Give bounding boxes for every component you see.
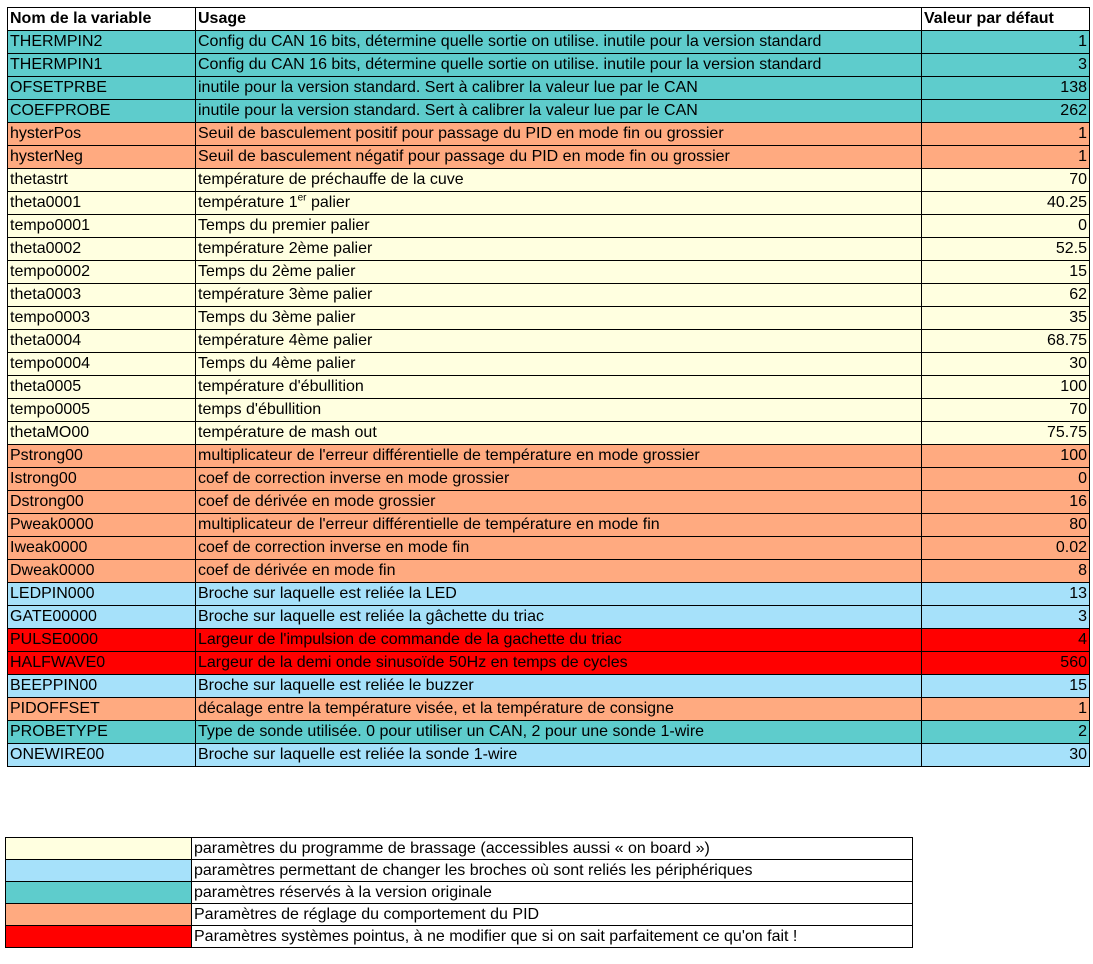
usage-cell: Broche sur laquelle est reliée la LED [196,583,922,606]
variable-name-cell: theta0005 [8,376,196,399]
table-row [8,238,1090,261]
usage-cell [196,192,922,215]
table-row [8,537,1090,560]
legend-label: paramètres du programme de brassage (accessibles aussi « on board ») [192,838,913,860]
table-row [8,744,1090,767]
default-value-cell: 15 [922,675,1090,698]
default-value-cell: 8 [922,560,1090,583]
table-row [8,606,1090,629]
variable-name-cell: hysterNeg [8,146,196,169]
usage-cell: Seuil de basculement positif pour passage du PID en mode fin ou grossier [196,123,922,146]
usage-text-after: palier [306,194,351,211]
default-value-cell: 16 [922,491,1090,514]
table-row [8,31,1090,54]
usage-cell: décalage entre la température visée, et la température de consigne [196,698,922,721]
table-row [8,123,1090,146]
usage-cell: temps d'ébullition [196,399,922,422]
usage-cell: Type de sonde utilisée. 0 pour utiliser un CAN, 2 pour une sonde 1-wire [196,721,922,744]
legend-row [6,926,913,948]
table-row [8,192,1090,215]
usage-cell: Config du CAN 16 bits, détermine quelle sortie on utilise. inutile pour la version standard [196,54,922,77]
table-row [8,307,1090,330]
usage-cell: multiplicateur de l'erreur différentielle de température en mode grossier [196,445,922,468]
legend-label: Paramètres de réglage du comportement du PID [192,904,913,926]
variable-name-cell: tempo0003 [8,307,196,330]
default-value-cell: 40.25 [922,192,1090,215]
usage-cell: Seuil de basculement négatif pour passage du PID en mode fin ou grossier [196,146,922,169]
variable-name-cell: Dweak0000 [8,560,196,583]
table-row [8,376,1090,399]
usage-cell: Broche sur laquelle est reliée la gâchette du triac [196,606,922,629]
usage-cell: température de préchauffe de la cuve [196,169,922,192]
legend-row [6,882,913,904]
usage-cell: coef de dérivée en mode grossier [196,491,922,514]
variables-table [7,7,1090,767]
usage-cell: coef de correction inverse en mode fin [196,537,922,560]
variable-name-cell: OFSETPRBE [8,77,196,100]
variable-name-cell: THERMPIN1 [8,54,196,77]
usage-text: température 1 [198,194,298,211]
usage-cell: inutile pour la version standard. Sert à calibrer la valeur lue par le CAN [196,100,922,123]
legend-row [6,860,913,882]
variable-name-cell: COEFPROBE [8,100,196,123]
default-value-cell: 15 [922,261,1090,284]
default-value-cell: 560 [922,652,1090,675]
table-row [8,652,1090,675]
usage-cell: température 4ème palier [196,330,922,353]
default-value-cell: 68.75 [922,330,1090,353]
default-value-cell: 3 [922,54,1090,77]
usage-cell: coef de dérivée en mode fin [196,560,922,583]
default-value-cell: 13 [922,583,1090,606]
usage-cell: Temps du premier palier [196,215,922,238]
default-value-cell: 35 [922,307,1090,330]
variable-name-cell: theta0004 [8,330,196,353]
table-row [8,422,1090,445]
usage-cell: température d'ébullition [196,376,922,399]
table-row [8,146,1090,169]
variable-name-cell: tempo0002 [8,261,196,284]
table-row [8,583,1090,606]
table-row [8,399,1090,422]
variable-name-cell: theta0003 [8,284,196,307]
default-value-cell: 0 [922,215,1090,238]
usage-cell: température 3ème palier [196,284,922,307]
usage-cell: Largeur de l'impulsion de commande de la gachette du triac [196,629,922,652]
usage-cell: Broche sur laquelle est reliée la sonde 1-wire [196,744,922,767]
default-value-cell: 100 [922,445,1090,468]
usage-cell: température de mash out [196,422,922,445]
default-value-cell: 62 [922,284,1090,307]
usage-cell: Temps du 4ème palier [196,353,922,376]
usage-cell: Largeur de la demi onde sinusoïde 50Hz en temps de cycles [196,652,922,675]
legend-row [6,838,913,860]
legend-color-swatch [6,882,192,904]
variable-name-cell: thetastrt [8,169,196,192]
legend-table [5,837,913,948]
variable-name-cell: Iweak0000 [8,537,196,560]
default-value-cell: 1 [922,698,1090,721]
variable-name-cell: Pstrong00 [8,445,196,468]
usage-cell: Temps du 2ème palier [196,261,922,284]
table-row [8,169,1090,192]
default-value-cell: 0.02 [922,537,1090,560]
default-value-cell: 1 [922,31,1090,54]
header-default-value: Valeur par défaut [922,8,1090,31]
variable-name-cell: GATE00000 [8,606,196,629]
variable-name-cell: thetaMO00 [8,422,196,445]
table-row [8,468,1090,491]
table-row [8,675,1090,698]
usage-cell: Temps du 3ème palier [196,307,922,330]
table-row [8,491,1090,514]
default-value-cell: 3 [922,606,1090,629]
default-value-cell: 4 [922,629,1090,652]
variables-table-body [8,31,1090,767]
table-row [8,698,1090,721]
default-value-cell: 1 [922,123,1090,146]
legend-color-swatch [6,838,192,860]
table-row [8,284,1090,307]
usage-cell: température 2ème palier [196,238,922,261]
default-value-cell: 1 [922,146,1090,169]
table-row [8,721,1090,744]
variable-name-cell: Pweak0000 [8,514,196,537]
usage-cell: Config du CAN 16 bits, détermine quelle sortie on utilise. inutile pour la version standard [196,31,922,54]
variable-name-cell: ONEWIRE00 [8,744,196,767]
variable-name-cell: theta0001 [8,192,196,215]
table-row [8,54,1090,77]
table-header-row [8,8,1090,31]
default-value-cell: 0 [922,468,1090,491]
default-value-cell: 80 [922,514,1090,537]
variable-name-cell: HALFWAVE0 [8,652,196,675]
table-row [8,353,1090,376]
legend-color-swatch [6,860,192,882]
variable-name-cell: tempo0004 [8,353,196,376]
default-value-cell: 262 [922,100,1090,123]
default-value-cell: 138 [922,77,1090,100]
default-value-cell: 30 [922,353,1090,376]
usage-cell: coef de correction inverse en mode grossier [196,468,922,491]
usage-cell: multiplicateur de l'erreur différentielle de température en mode fin [196,514,922,537]
table-row [8,215,1090,238]
default-value-cell: 52.5 [922,238,1090,261]
variable-name-cell: PULSE0000 [8,629,196,652]
variable-name-cell: theta0002 [8,238,196,261]
variable-name-cell: Dstrong00 [8,491,196,514]
table-row [8,261,1090,284]
legend-body [6,838,913,948]
variable-name-cell: tempo0005 [8,399,196,422]
variable-name-cell: tempo0001 [8,215,196,238]
variable-name-cell: PROBETYPE [8,721,196,744]
default-value-cell: 30 [922,744,1090,767]
default-value-cell: 70 [922,169,1090,192]
table-row [8,445,1090,468]
variable-name-cell: THERMPIN2 [8,31,196,54]
legend-row [6,904,913,926]
legend-color-swatch [6,926,192,948]
table-row [8,77,1090,100]
legend-label: Paramètres systèmes pointus, à ne modifier que si on sait parfaitement ce qu'on fait ! [192,926,913,948]
default-value-cell: 2 [922,721,1090,744]
legend-label: paramètres réservés à la version originale [192,882,913,904]
default-value-cell: 75.75 [922,422,1090,445]
default-value-cell: 100 [922,376,1090,399]
usage-cell: inutile pour la version standard. Sert à calibrer la valeur lue par le CAN [196,77,922,100]
variable-name-cell: PIDOFFSET [8,698,196,721]
table-row [8,514,1090,537]
table-row [8,560,1090,583]
header-usage: Usage [196,8,922,31]
table-row [8,100,1090,123]
table-row [8,330,1090,353]
header-variable-name: Nom de la variable [8,8,196,31]
legend-color-swatch [6,904,192,926]
variable-name-cell: Istrong00 [8,468,196,491]
variable-name-cell: BEEPPIN00 [8,675,196,698]
legend-label: paramètres permettant de changer les broches où sont reliés les périphériques [192,860,913,882]
variable-name-cell: LEDPIN000 [8,583,196,606]
table-row [8,629,1090,652]
usage-superscript: er [297,192,307,204]
usage-cell: Broche sur laquelle est reliée le buzzer [196,675,922,698]
default-value-cell: 70 [922,399,1090,422]
variable-name-cell: hysterPos [8,123,196,146]
